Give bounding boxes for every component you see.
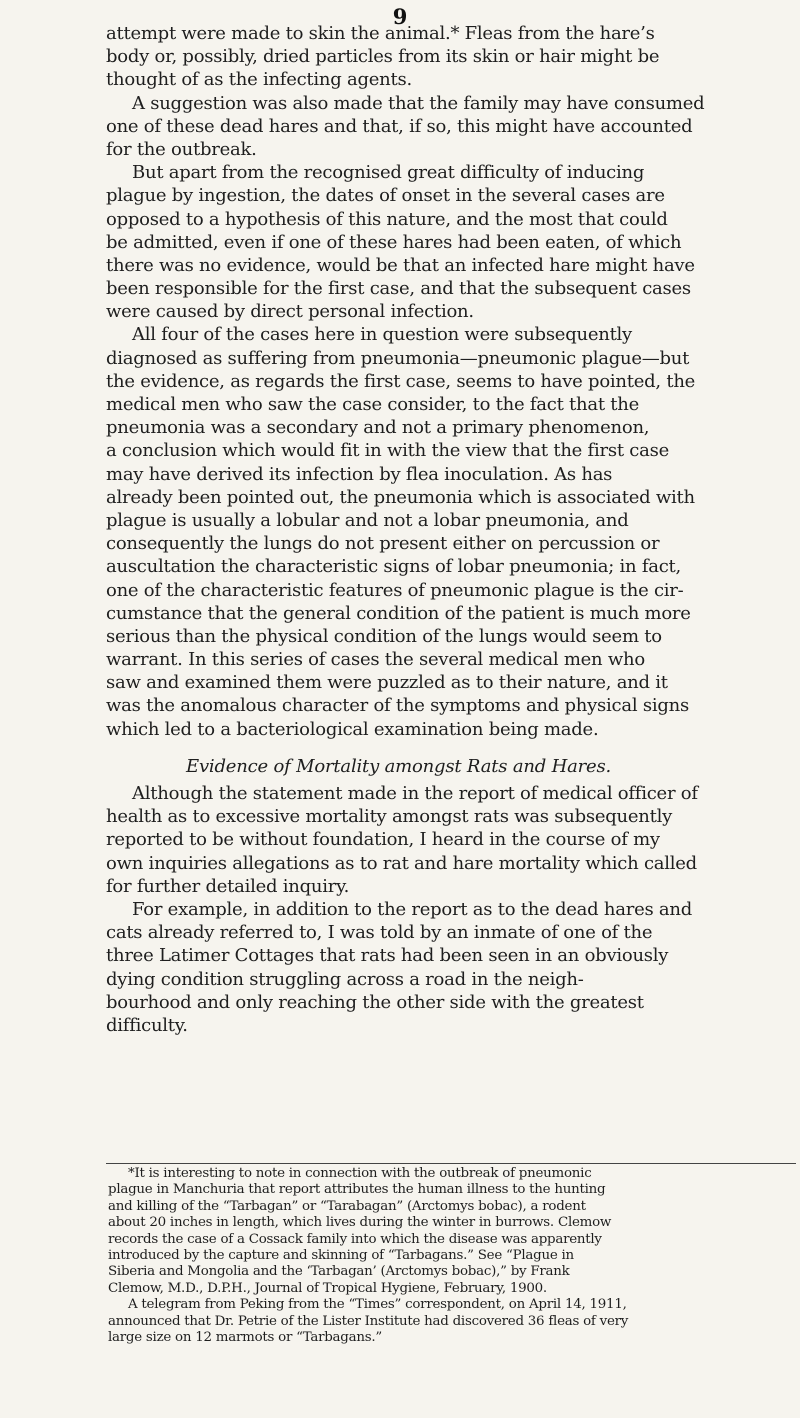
text-line: been responsible for the first case, and that the subsequent cases <box>106 278 691 300</box>
text-line: reported to be without foundation, I heard in the course of my <box>106 829 660 851</box>
text-line: was the anomalous character of the symptoms and physical signs <box>106 695 689 717</box>
page-number: 9 <box>392 4 408 29</box>
footnote-divider <box>106 1163 796 1164</box>
text-line: saw and examined them were puzzled as to their nature, and it <box>106 672 668 694</box>
text-line: which led to a bacteriological examination being made. <box>106 718 599 740</box>
text-line: may have derived its infection by flea inoculation. As has <box>106 463 613 485</box>
section-heading-wrap <box>106 755 800 778</box>
text-line: a conclusion which would fit in with the view that the first case <box>106 440 669 462</box>
footnote-line: *It is interesting to note in connection with the outbreak of pneumonic <box>128 1166 592 1181</box>
text-line: thought of as the infecting agents. <box>106 69 412 91</box>
text-line: diagnosed as suffering from pneumonia—pneumonic plague—but <box>106 347 690 369</box>
footnote-line: Clemow, M.D., D.P.H., Journal of Tropical Hygiene, February, 1900. <box>108 1280 547 1296</box>
text-line: A suggestion was also made that the family may have consumed <box>132 92 705 114</box>
text-line: medical men who saw the case consider, to the fact that the <box>106 394 640 415</box>
text-line: Although the statement made in the report of medical officer of <box>132 783 698 804</box>
text-line: own inquiries allegations as to rat and hare mortality which called <box>106 852 697 874</box>
text-line: difficulty. <box>106 1014 188 1036</box>
text-line: health as to excessive mortality amongst rats was subsequently <box>106 806 673 828</box>
body-paragraphs <box>106 22 800 741</box>
text-line: consequently the lungs do not present either on percussion or <box>106 533 660 555</box>
footnote-line: plague in Manchuria that report attributes the human illness to the hunting <box>108 1182 606 1198</box>
text-line: already been pointed out, the pneumonia which is associated with <box>106 486 695 508</box>
footnote-line: about 20 inches in length, which lives during the winter in burrows. Clemow <box>108 1215 612 1231</box>
text-line: dying condition struggling across a road in the neigh- <box>106 968 584 990</box>
text-line: one of the characteristic features of pneumonic plague is the cir- <box>106 579 684 601</box>
footnote-line: A telegram from Peking from the “Times” correspondent, on April 14, 1911, <box>128 1297 627 1313</box>
text-line: be admitted, even if one of these hares had been eaten, of which <box>106 231 682 253</box>
text-line: cumstance that the general condition of the patient is much more <box>106 602 691 624</box>
footnote-line: records the case of a Cossack family into which the disease was apparently <box>108 1231 602 1247</box>
text-line: for further detailed inquiry. <box>106 875 350 897</box>
text-line: serious than the physical condition of the lungs would seem to <box>106 625 662 647</box>
footnote-line: announced that Dr. Petrie of the Lister Institute had discovered 36 fleas of very <box>108 1313 629 1329</box>
text-line: But apart from the recognised great difficulty of inducing <box>132 162 645 184</box>
text-line: bourhood and only reaching the other side with the greatest <box>106 991 644 1013</box>
text-line: attempt were made to skin the animal.* Fleas from the hare’s <box>106 23 655 44</box>
text-line: there was no evidence, would be that an infected hare might have <box>106 254 695 276</box>
text-line: body or, possibly, dried particles from its skin or hair might be <box>106 46 660 68</box>
text-line: auscultation the characteristic signs of lobar pneumonia; in fact, <box>106 556 681 578</box>
text-line: the evidence, as regards the first case, seems to have pointed, the <box>106 370 696 392</box>
text-line: one of these dead hares and that, if so, this might have accounted <box>106 115 693 137</box>
text-line: opposed to a hypothesis of this nature, and the most that could <box>106 208 668 230</box>
text-line: warrant. In this series of cases the several medical men who <box>106 649 645 671</box>
footnote-line: Siberia and Mongolia and the ‘Tarbagan’ (Arctomys bobac),” by Frank <box>108 1264 570 1280</box>
footnote-line: large size on 12 marmots or “Tarbagans.” <box>108 1329 382 1345</box>
text-line: For example, in addition to the report as to the dead hares and <box>132 898 693 920</box>
text-line: for the outbreak. <box>106 138 257 160</box>
body-paragraphs <box>106 782 800 1037</box>
text-line: All four of the cases here in question were subsequently <box>132 324 632 346</box>
footnote-line: and killing of the “Tarbagan” or “Tarabagan” (Arctomys bobac), a rodent <box>108 1198 586 1214</box>
section-heading: Evidence of Mortality amongst Rats and Hares. <box>186 756 612 777</box>
text-line: plague by ingestion, the dates of onset in the several cases are <box>106 185 665 207</box>
text-line: were caused by direct personal infection. <box>106 301 474 323</box>
footnote-line: introduced by the capture and skinning of “Tarbagans.” See “Plague in <box>108 1247 574 1263</box>
text-line: plague is usually a lobular and not a lobar pneumonia, and <box>106 509 629 531</box>
footnote <box>108 1166 798 1346</box>
text-line: cats already referred to, I was told by an inmate of one of the <box>106 922 653 944</box>
text-line: three Latimer Cottages that rats had been seen in an obviously <box>106 945 669 967</box>
text-line: pneumonia was a secondary and not a primary phenomenon, <box>106 417 650 439</box>
